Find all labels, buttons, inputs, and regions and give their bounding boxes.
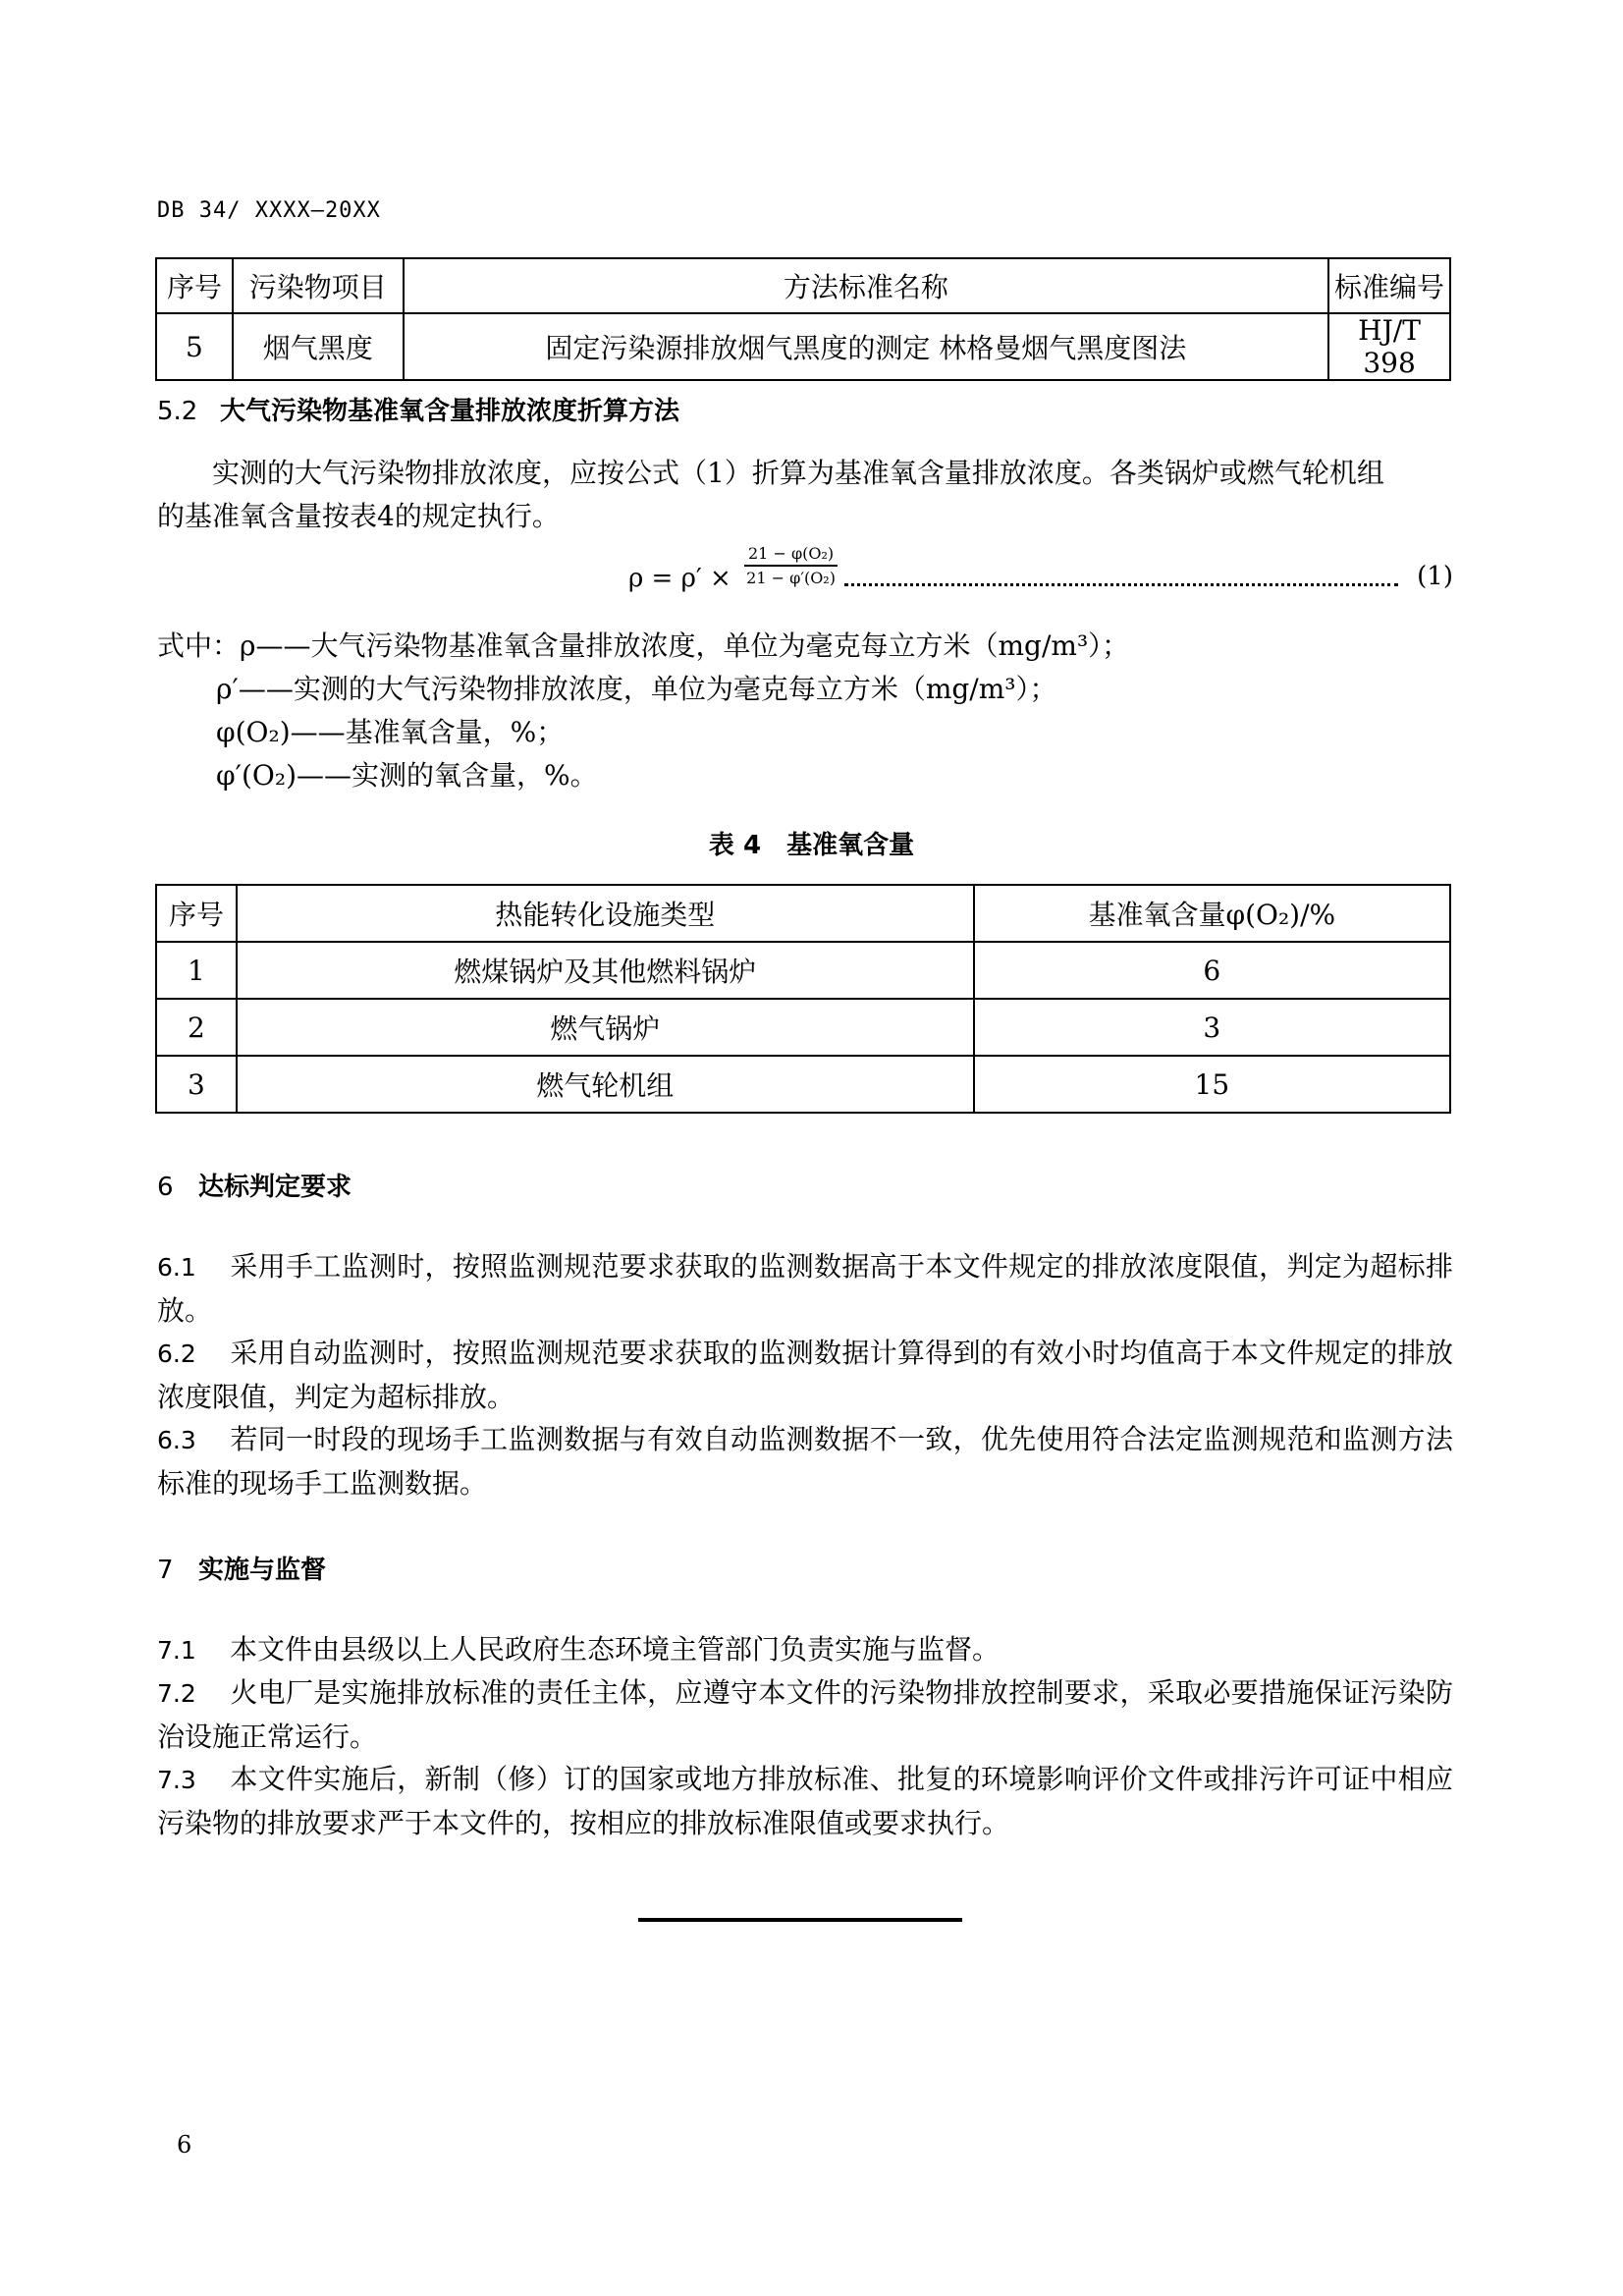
section-number: 6 — [157, 1173, 174, 1202]
definition-row — [157, 754, 1129, 797]
clause-number: 6.1 — [157, 1253, 196, 1282]
definition-text: ——实测的大气污染物排放浓度，单位为毫克每立方米（mg/m³）； — [238, 673, 1057, 705]
clause-text: 采用手工监测时，按照监测规范要求获取的监测数据高于本文件规定的排放浓度限值，判定为超标排放。 — [157, 1250, 1453, 1327]
table-row — [156, 999, 1450, 1056]
definition-row — [157, 711, 1129, 754]
clause-7-3 — [157, 1758, 1453, 1845]
clause-7-2 — [157, 1671, 1453, 1759]
table-header-cell: 标准编号 — [1328, 258, 1450, 313]
clause-7-1 — [157, 1628, 1453, 1672]
paragraph — [157, 452, 1453, 538]
definition-symbol: φ(O₂) — [216, 716, 291, 748]
definition-symbol: φ′(O₂) — [216, 759, 297, 792]
clause-6-1 — [157, 1245, 1453, 1333]
section-heading-5-2 — [157, 391, 679, 427]
clause-6-3 — [157, 1418, 1453, 1505]
definition-symbol: ρ′ — [216, 673, 239, 705]
document-id: DB 34/ XXXX—20XX — [157, 198, 381, 223]
formula-denominator: 21 − φ′(O₂) — [746, 569, 836, 587]
table-cell: 燃气锅炉 — [237, 999, 974, 1056]
formula-1 — [628, 544, 1453, 613]
definition-prefix: 式中： — [157, 629, 241, 662]
formula-lhs: ρ = ρ′ × — [628, 564, 731, 593]
table-cell: 2 — [156, 999, 237, 1056]
definition-row — [157, 625, 1129, 668]
section-title: 达标判定要求 — [198, 1173, 352, 1202]
method-standard-table — [155, 257, 1451, 381]
section-heading-6 — [157, 1167, 352, 1203]
clause-6-2 — [157, 1332, 1453, 1419]
table-row — [156, 942, 1450, 999]
definition-text: ——基准氧含量，%； — [290, 716, 565, 748]
table-cell: HJ/T 398 — [1328, 313, 1450, 380]
table-row — [156, 1056, 1450, 1113]
clause-number: 6.3 — [157, 1426, 196, 1454]
formula-numerator: 21 − φ(O₂) — [744, 544, 838, 567]
table-header-cell: 污染物项目 — [233, 258, 404, 313]
section-number: 5.2 — [157, 397, 198, 426]
clause-text: 本文件由县级以上人民政府生态环境主管部门负责实施与监督。 — [230, 1633, 1001, 1666]
reference-oxygen-table — [155, 884, 1451, 1114]
clause-number: 7.2 — [157, 1679, 196, 1708]
end-of-document-rule — [638, 1918, 962, 1922]
formula-leader-dots — [844, 568, 1398, 586]
section-heading-7 — [157, 1550, 326, 1586]
table-cell: 燃气轮机组 — [237, 1056, 974, 1113]
equation-number: (1) — [1417, 562, 1453, 591]
definition-row — [157, 668, 1129, 711]
paragraph-line: 实测的大气污染物排放浓度，应按公式（1）折算为基准氧含量排放浓度。各类锅炉或燃气轮机组 — [212, 457, 1384, 489]
table-cell: 烟气黑度 — [233, 313, 404, 380]
table-caption: 表 4 基准氧含量 — [708, 831, 915, 860]
formula-fraction — [744, 544, 838, 587]
table-header-cell: 序号 — [156, 885, 237, 942]
table-cell: 5 — [156, 313, 233, 380]
page-number: 6 — [177, 2131, 192, 2159]
section-number: 7 — [157, 1556, 174, 1585]
table-cell: 1 — [156, 942, 237, 999]
table-row — [156, 313, 1450, 380]
definition-text: ——大气污染物基准氧含量排放浓度，单位为毫克每立方米（mg/m³）； — [255, 629, 1130, 662]
clause-number: 7.1 — [157, 1636, 196, 1665]
table-cell: 燃煤锅炉及其他燃料锅炉 — [237, 942, 974, 999]
paragraph-line: 的基准氧含量按表4的规定执行。 — [157, 500, 560, 532]
table-header-cell: 序号 — [156, 258, 233, 313]
clause-text: 火电厂是实施排放标准的责任主体，应遵守本文件的污染物排放控制要求，采取必要措施保证污染防治设施正常运行。 — [157, 1676, 1453, 1753]
table-header-row — [156, 258, 1450, 313]
clause-text: 采用自动监测时，按照监测规范要求获取的监测数据计算得到的有效小时均值高于本文件规定的排放浓度限值，判定为超标排放。 — [157, 1337, 1453, 1413]
table-cell: 固定污染源排放烟气黑度的测定 林格曼烟气黑度图法 — [404, 313, 1328, 380]
clause-text: 若同一时段的现场手工监测数据与有效自动监测数据不一致，优先使用符合法定监测规范和监测方法标准的现场手工监测数据。 — [157, 1423, 1453, 1500]
definition-symbol: ρ — [240, 629, 256, 662]
clause-number: 6.2 — [157, 1339, 196, 1368]
table-header-row — [156, 885, 1450, 942]
table-cell: 3 — [974, 999, 1450, 1056]
table-header-cell: 基准氧含量φ(O₂)/% — [974, 885, 1450, 942]
symbol-definitions — [157, 625, 1129, 797]
table-cell: 6 — [974, 942, 1450, 999]
section-title: 实施与监督 — [198, 1556, 327, 1585]
table-cell: 15 — [974, 1056, 1450, 1113]
table-header-cell: 热能转化设施类型 — [237, 885, 974, 942]
definition-text: ——实测的氧含量，%。 — [297, 759, 598, 792]
section-title: 大气污染物基准氧含量排放浓度折算方法 — [220, 397, 680, 426]
clause-text: 本文件实施后，新制（修）订的国家或地方排放标准、批复的环境影响评价文件或排污许可证中相应污染物的排放要求严于本文件的，按相应的排放标准限值或要求执行。 — [157, 1763, 1453, 1839]
clause-number: 7.3 — [157, 1766, 196, 1794]
table-header-cell: 方法标准名称 — [404, 258, 1328, 313]
table-cell: 3 — [156, 1056, 237, 1113]
